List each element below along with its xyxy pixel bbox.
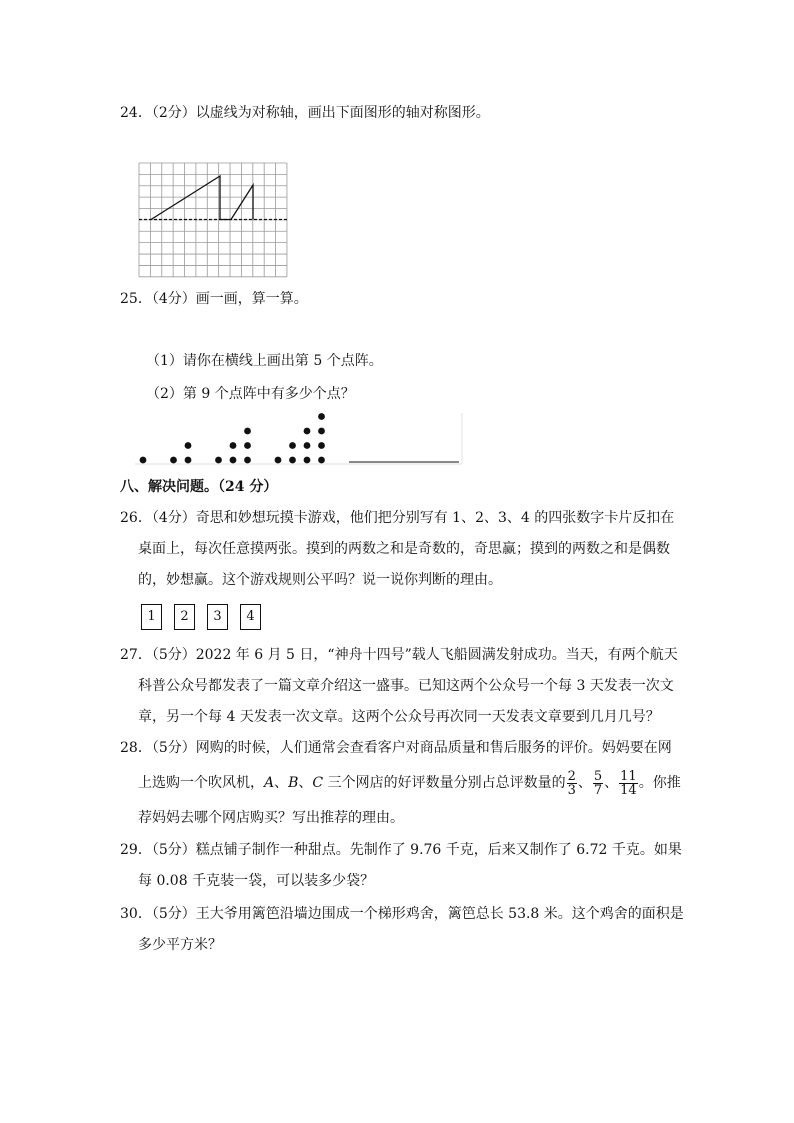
number-card-1: 1 (141, 604, 162, 630)
q28-line2-mid: 三个网店的好评数量分别占总评数量的 (323, 775, 566, 791)
dot-pattern-4-dot (289, 457, 296, 464)
q28-line3: 荐妈妈去哪个网店购买？写出推荐的理由。 (138, 810, 404, 826)
dot-pattern-4-dot (289, 442, 296, 449)
q29-line2: 每 0.08 千克装一袋，可以装多少袋？ (138, 873, 375, 889)
dot-pattern-4-dot (318, 428, 325, 435)
q28-line2 (138, 768, 681, 798)
q28-line2-pre: 上选购一个吹风机， (138, 775, 264, 791)
number-card-3: 3 (207, 604, 228, 630)
dot-patterns (130, 405, 470, 467)
dot-pattern-3-dot (230, 457, 237, 464)
q28-line1: 28．（5分）网购的时候，人们通常会查看客户对商品质量和售后服务的评价。妈妈要在网 (120, 740, 672, 756)
dot-pattern-3-dot (244, 428, 251, 435)
q25-text: 25．（4分）画一画，算一算。 (120, 291, 308, 307)
q28-sep3: 、 (577, 775, 592, 791)
store-a: A (264, 775, 275, 791)
dot-pattern-3-dot (215, 457, 222, 464)
dot-pattern-1-dot (140, 457, 147, 464)
dot-pattern-2-dot (185, 457, 192, 464)
q25-sub1: （1）请你在横线上画出第 5 个点阵。 (146, 353, 383, 369)
q30-line1: 30．（5分）王大爷用篱笆沿墙边围成一个梯形鸡舍，篱笆总长 53.8 米。这个鸡舍的面积是 (120, 906, 684, 922)
q27-line3: 章，另一个每 4 天发表一次文章。这两个公众号再次同一天发表文章要到几月几号？ (138, 709, 660, 725)
number-card-2: 2 (174, 604, 195, 630)
grid-figure (139, 163, 289, 278)
dot-pattern-3-dot (244, 442, 251, 449)
dot-pattern-4-dot (304, 442, 311, 449)
given-shape (151, 176, 253, 220)
dot-pattern-4-dot (318, 413, 325, 420)
fraction-5-7: $\frac{5}{7}$ (593, 768, 603, 798)
q26-line1: 26．（4分）奇思和妙想玩摸卡游戏，他们把分别写有 1、2、3、4 的四张数字卡片反扣在 (120, 510, 675, 526)
q26-line3: 的，妙想赢。这个游戏规则公平吗？说一说你判断的理由。 (138, 572, 502, 588)
dot-pattern-3-dot (230, 442, 237, 449)
dot-pattern-2-dot (185, 442, 192, 449)
q26-line2: 桌面上，每次任意摸两张。摸到的两数之和是奇数的，奇思赢；摸到的两数之和是偶数 (138, 541, 670, 557)
dot-pattern-4-dot (275, 457, 282, 464)
q28-sep2: 、 (298, 775, 313, 791)
number-card-4: 4 (240, 604, 261, 630)
dot-pattern-4-dot (318, 442, 325, 449)
q30-line2: 多少平方米？ (138, 937, 222, 953)
fraction-2-3: $\frac{2}{3}$ (567, 768, 576, 798)
store-c: C (312, 775, 324, 791)
q28-sep1: 、 (274, 775, 289, 791)
dot-pattern-2-dot (170, 457, 177, 464)
dot-pattern-3-dot (244, 457, 251, 464)
q24-text: 24．（2分）以虚线为对称轴，画出下面图形的轴对称图形。 (120, 105, 490, 121)
q27-line1: 27．（5分）2022 年 6 月 5 日，“神舟十四号”载人飞船圆满发射成功。当天，有两个航天 (120, 647, 678, 663)
dot-pattern-4-dot (318, 457, 325, 464)
dot-pattern-4-dot (304, 428, 311, 435)
q28-sep4: 、 (604, 775, 619, 791)
store-b: B (288, 775, 299, 791)
q28-line2-post: 。你推 (638, 775, 681, 791)
q27-line2: 科普公众号都发表了一篇文章介绍这一盛事。已知这两个公众号一个每 3 天发表一次文 (138, 678, 674, 694)
q25-sub2: （2）第 9 个点阵中有多少个点？ (146, 386, 355, 402)
fraction-11-14: $\frac{11}{14}$ (620, 768, 637, 798)
section8-title: 八、解决问题。（24 分） (120, 479, 278, 495)
q29-line1: 29．（5分）糕点铺子制作一种甜点。先制作了 9.76 千克，后来又制作了 6.72 千克。如果 (120, 842, 682, 858)
dot-pattern-4-dot (304, 457, 311, 464)
